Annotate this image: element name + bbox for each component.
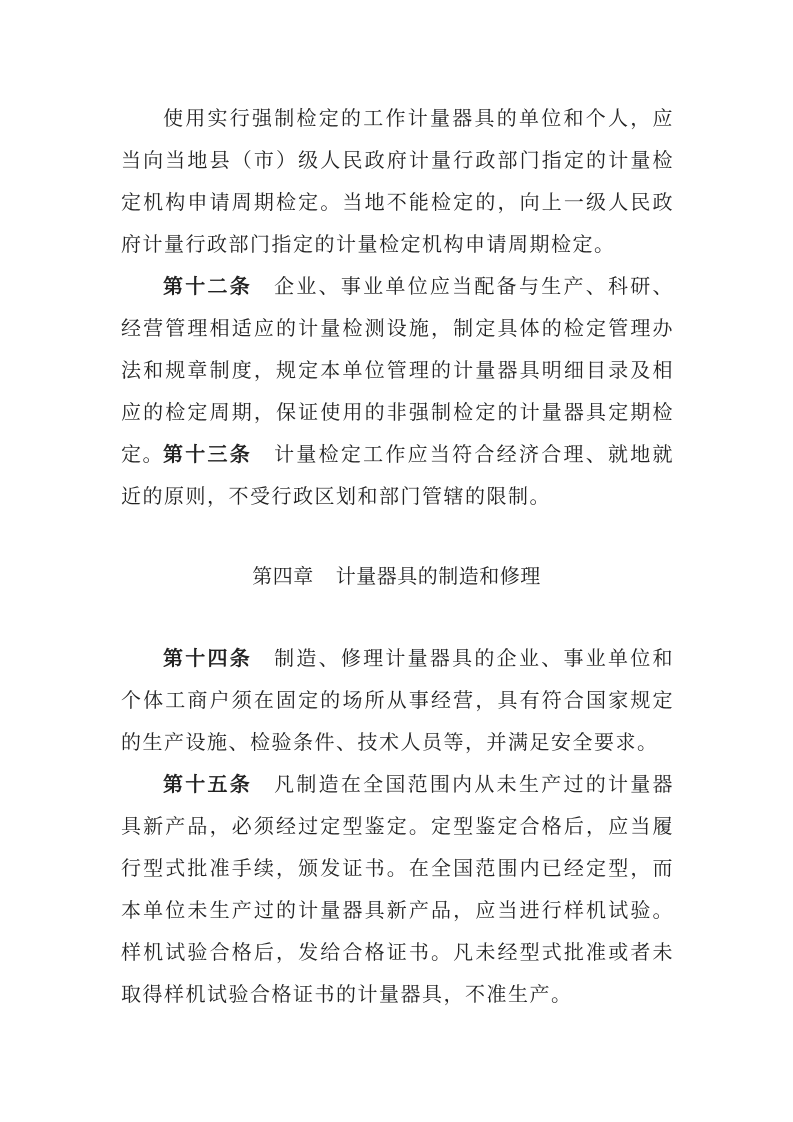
article-number: 第十三条 (163, 442, 253, 466)
article-number: 第十四条 (163, 646, 253, 670)
paragraph-article-14 (121, 637, 674, 763)
chapter-number: 第四章 (252, 564, 314, 588)
chapter-title: 计量器具的制造和修理 (335, 564, 541, 588)
chapter-heading (0, 556, 793, 596)
paragraph-text: 计量检定工作应当符合经济合理、就地就近的原则，不受行政区划和部门管辖的限制。 (121, 442, 675, 508)
paragraph-article-13 (121, 433, 674, 517)
article-number: 第十二条 (163, 274, 253, 298)
paragraph-text: 制造、修理计量器具的企业、事业单位和个体工商户须在固定的场所从事经营，具有符合国家规定的生产设施、检验条件、技术人员等，并满足安全要求。 (121, 646, 675, 754)
paragraph-text: 企业、事业单位应当配备与生产、科研、经营管理相适应的计量检测设施，制定具体的检定管理办法和规章制度，规定本单位管理的计量器具明细目录及相应的检定周期，保证使用的非强制检定的计量器具定期检定。 (121, 274, 675, 466)
paragraph-text: 使用实行强制检定的工作计量器具的单位和个人，应当向当地县（市）级人民政府计量行政部门指定的计量检定机构申请周期检定。当地不能检定的，向上一级人民政府计量行政部门指定的计量检定机构申请周期检定。 (121, 106, 674, 256)
paragraph-text: 凡制造在全国范围内从未生产过的计量器具新产品，必须经过定型鉴定。定型鉴定合格后，应当履行型式批准手续，颁发证书。在全国范围内已经定型，而本单位未生产过的计量器具新产品，应当进行样机试验。样机试验合格后，发给合格证书。凡未经型式批准或者未取得样机试验合格证书的计量器具，不准生产。 (121, 772, 675, 1006)
paragraph-article-15 (121, 763, 674, 1015)
article-number: 第十五条 (163, 772, 253, 796)
paragraph-article-11-continued (121, 97, 674, 265)
